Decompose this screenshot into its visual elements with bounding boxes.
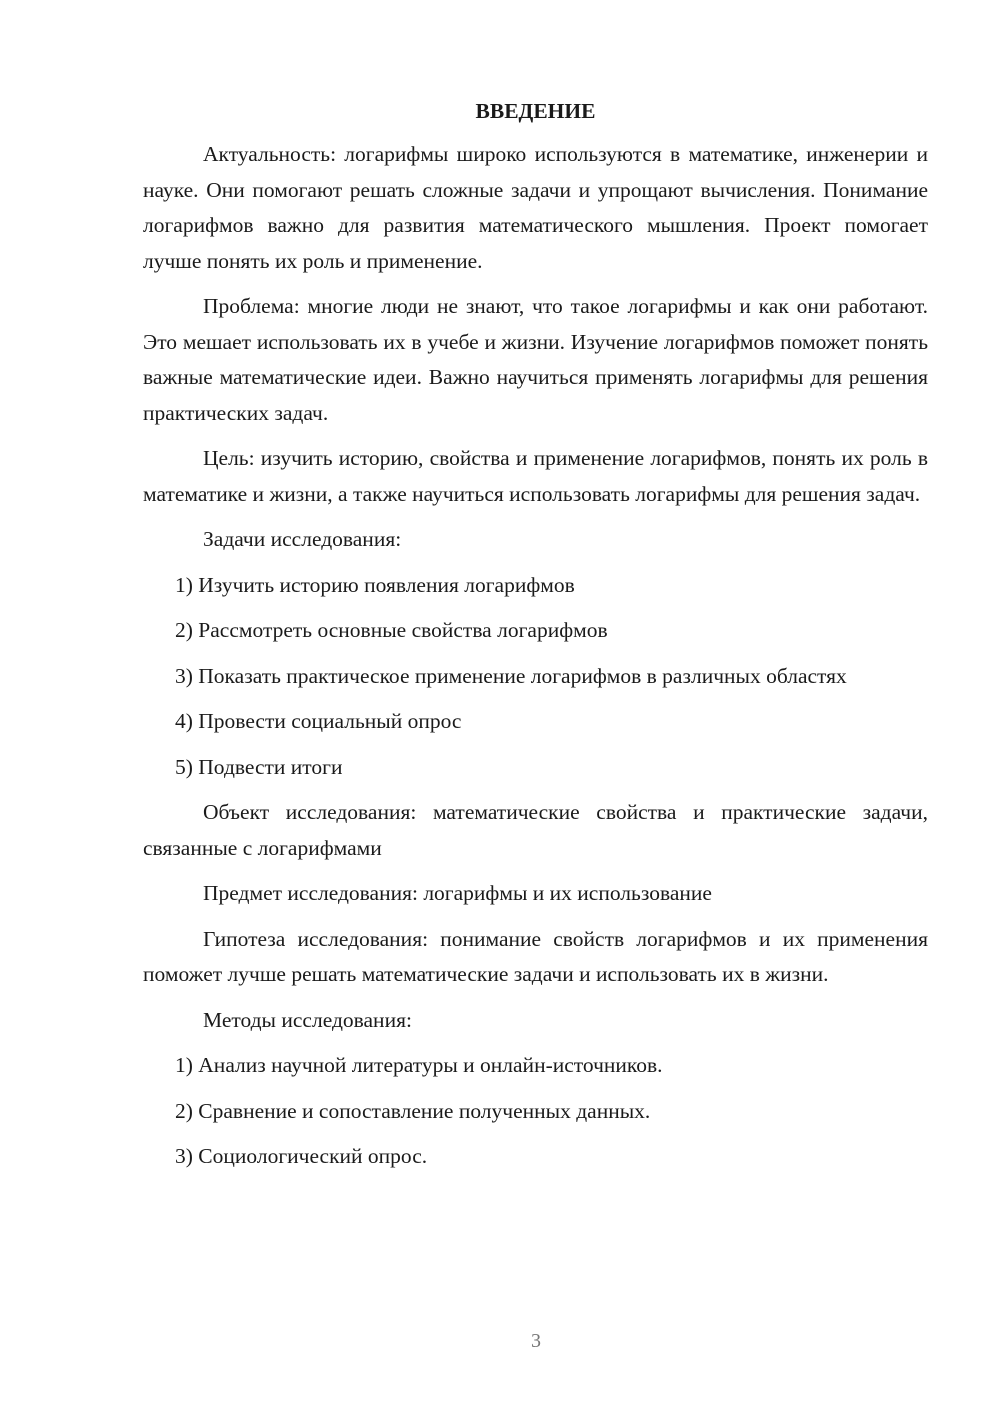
hypothesis-paragraph: Гипотеза исследования: понимание свойств логарифмов и их применения поможет лучше решать математические задачи и использовать их в жизни. xyxy=(143,926,928,986)
method-item: 3) Социологический опрос. xyxy=(175,1144,428,1168)
page-number: 3 xyxy=(531,1330,541,1352)
object-paragraph: Объект исследования: математические свойства и практические задачи, связанные с логарифмами xyxy=(143,800,928,860)
page-title: ВВЕДЕНИЕ xyxy=(475,99,596,123)
task-item: 3) Показать практическое применение логарифмов в различных областях xyxy=(175,663,847,688)
problem-paragraph: Проблема: многие люди не знают, что такое логарифмы и как они работают. Это мешает использовать их в учебе и жизни. Изучение логарифмов поможет понять важные математические идеи. Важно научиться применять логарифмы для решения практических задач. xyxy=(143,294,928,425)
relevance-paragraph: Актуальность: логарифмы широко используются в математике, инженерии и науке. Они помогают решать сложные задачи и упрощают вычисления. Понимание логарифмов важно для развития математического мышления. Проект помогает лучше понять их роль и применение. xyxy=(143,142,928,273)
methods-heading: Методы исследования: xyxy=(203,1007,412,1032)
method-item: 1) Анализ научной литературы и онлайн-источников. xyxy=(175,1053,663,1077)
task-item: 4) Провести социальный опрос xyxy=(175,709,462,733)
method-item: 2) Сравнение и сопоставление полученных данных. xyxy=(175,1098,651,1123)
task-item: 2) Рассмотреть основные свойства логарифмов xyxy=(175,618,608,642)
goal-paragraph: Цель: изучить историю, свойства и применение логарифмов, понять их роль в математике и жизни, а также научиться использовать логарифмы для решения задач. xyxy=(143,446,928,506)
tasks-heading: Задачи исследования: xyxy=(203,527,402,551)
task-item: 5) Подвести итоги xyxy=(175,754,343,779)
subject-paragraph: Предмет исследования: логарифмы и их использование xyxy=(203,881,712,905)
task-item: 1) Изучить историю появления логарифмов xyxy=(175,572,575,597)
document-body xyxy=(143,95,928,1185)
